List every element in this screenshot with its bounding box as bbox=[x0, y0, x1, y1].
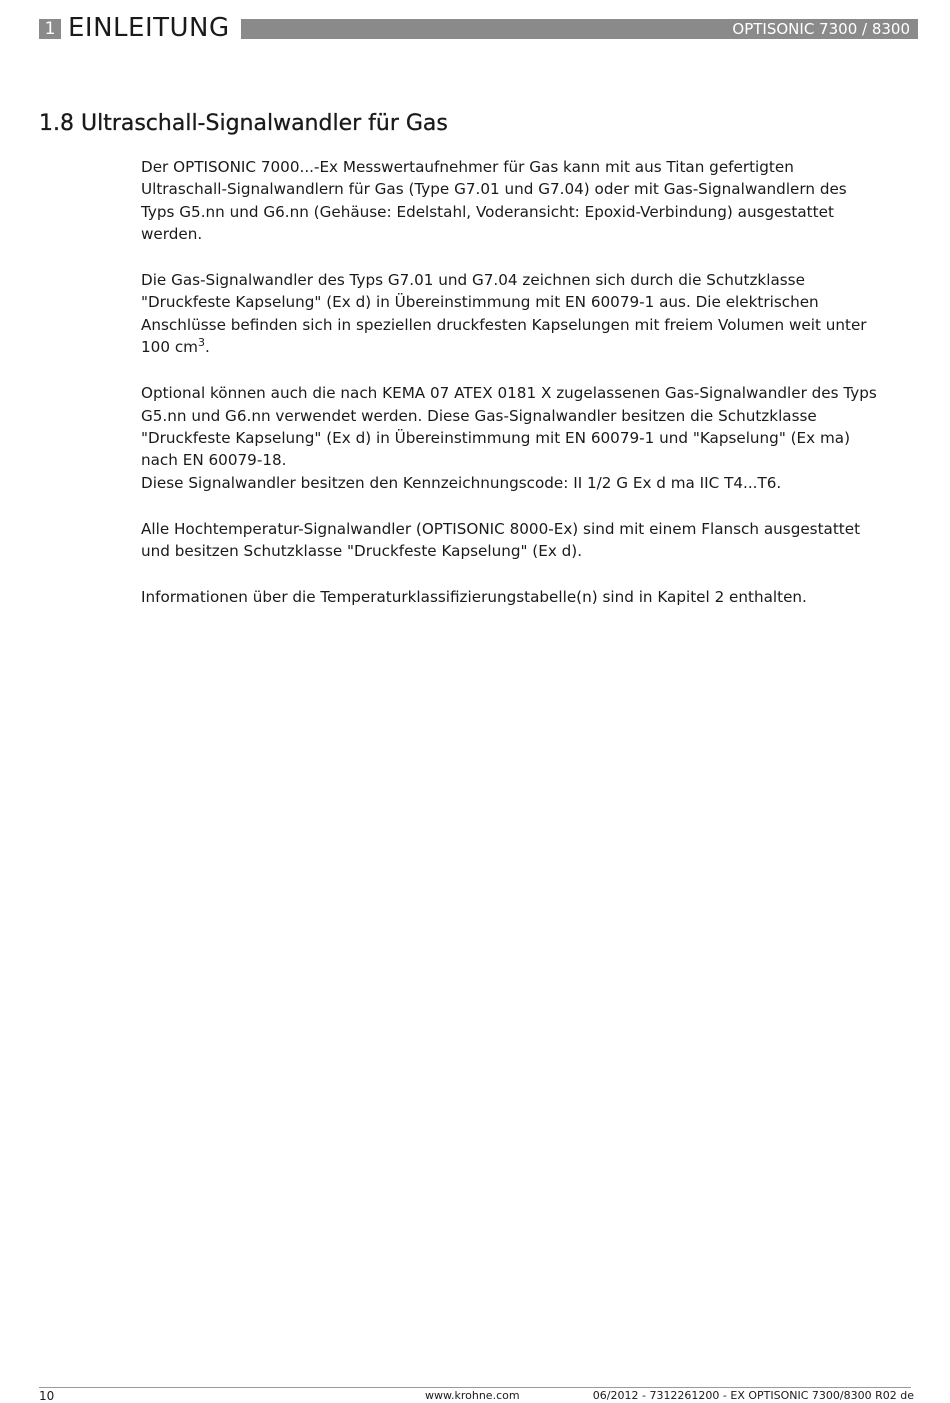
paragraph-4 bbox=[141, 518, 919, 563]
paragraph-line: Die Gas-Signalwandler des Typs G7.01 und G7.04 zeichnen sich durch die Schutzklasse bbox=[141, 271, 805, 290]
product-bar bbox=[241, 19, 918, 39]
paragraph-line: werden. bbox=[141, 224, 203, 243]
chapter-title: EINLEITUNG bbox=[68, 13, 230, 43]
paragraph-line: Diese Signalwandler besitzen den Kennzeichnungscode: II 1/2 G Ex d ma IIC T4...T6. bbox=[141, 473, 782, 492]
paragraph-line: "Druckfeste Kapselung" (Ex d) in Übereinstimmung mit EN 60079-1 aus. Die elektrischen bbox=[141, 293, 819, 312]
body-text bbox=[141, 156, 919, 633]
page-header bbox=[39, 15, 918, 41]
document-reference: 06/2012 - 7312261200 - EX OPTISONIC 7300/8300 R02 de bbox=[592, 1389, 914, 1402]
paragraph-line: "Druckfeste Kapselung" (Ex d) in Übereinstimmung mit EN 60079-1 und "Kapselung" (Ex ma) bbox=[141, 428, 850, 447]
chapter-number-badge: 1 bbox=[39, 19, 61, 39]
paragraph-line: Anschlüsse befinden sich in speziellen druckfesten Kapselungen mit freiem Volumen weit unter bbox=[141, 315, 867, 334]
paragraph-line: G5.nn und G6.nn verwendet werden. Diese Gas-Signalwandler besitzen die Schutzklasse bbox=[141, 406, 817, 425]
volume-value: 100 cm bbox=[141, 338, 198, 357]
paragraph-line: Ultraschall-Signalwandlern für Gas (Type G7.01 und G7.04) oder mit Gas-Signalwandlern des bbox=[141, 180, 847, 199]
paragraph-line-volume bbox=[141, 336, 919, 358]
paragraph-line: Alle Hochtemperatur-Signalwandler (OPTISONIC 8000-Ex) sind mit einem Flansch ausgestattet bbox=[141, 519, 861, 538]
paragraph-line: nach EN 60079-18. bbox=[141, 451, 287, 470]
product-name: OPTISONIC 7300 / 8300 bbox=[732, 20, 910, 38]
paragraph-3 bbox=[141, 382, 919, 493]
paragraph-line: Der OPTISONIC 7000...-Ex Messwertaufnehmer für Gas kann mit aus Titan gefertigten bbox=[141, 158, 794, 176]
volume-period: . bbox=[204, 338, 210, 357]
footer-divider bbox=[39, 1387, 911, 1388]
section-heading: 1.8 Ultraschall-Signalwandler für Gas bbox=[39, 111, 448, 136]
page-number: 10 bbox=[39, 1389, 55, 1403]
paragraph-5 bbox=[141, 586, 919, 608]
paragraph-line: Typs G5.nn und G6.nn (Gehäuse: Edelstahl, Voderansicht: Epoxid-Verbindung) ausgestattet bbox=[141, 202, 834, 221]
paragraph-line: Informationen über die Temperaturklassifizierungstabelle(n) sind in Kapitel 2 enthalten. bbox=[141, 588, 807, 607]
website-link[interactable]: www.krohne.com bbox=[425, 1389, 520, 1402]
volume-exponent: 3 bbox=[197, 336, 205, 350]
paragraph-2 bbox=[141, 269, 919, 358]
paragraph-1 bbox=[141, 156, 919, 245]
paragraph-line: Optional können auch die nach KEMA 07 ATEX 0181 X zugelassenen Gas-Signalwandler des Typs bbox=[141, 384, 877, 403]
paragraph-line: und besitzen Schutzklasse "Druckfeste Kapselung" (Ex d). bbox=[141, 542, 583, 561]
